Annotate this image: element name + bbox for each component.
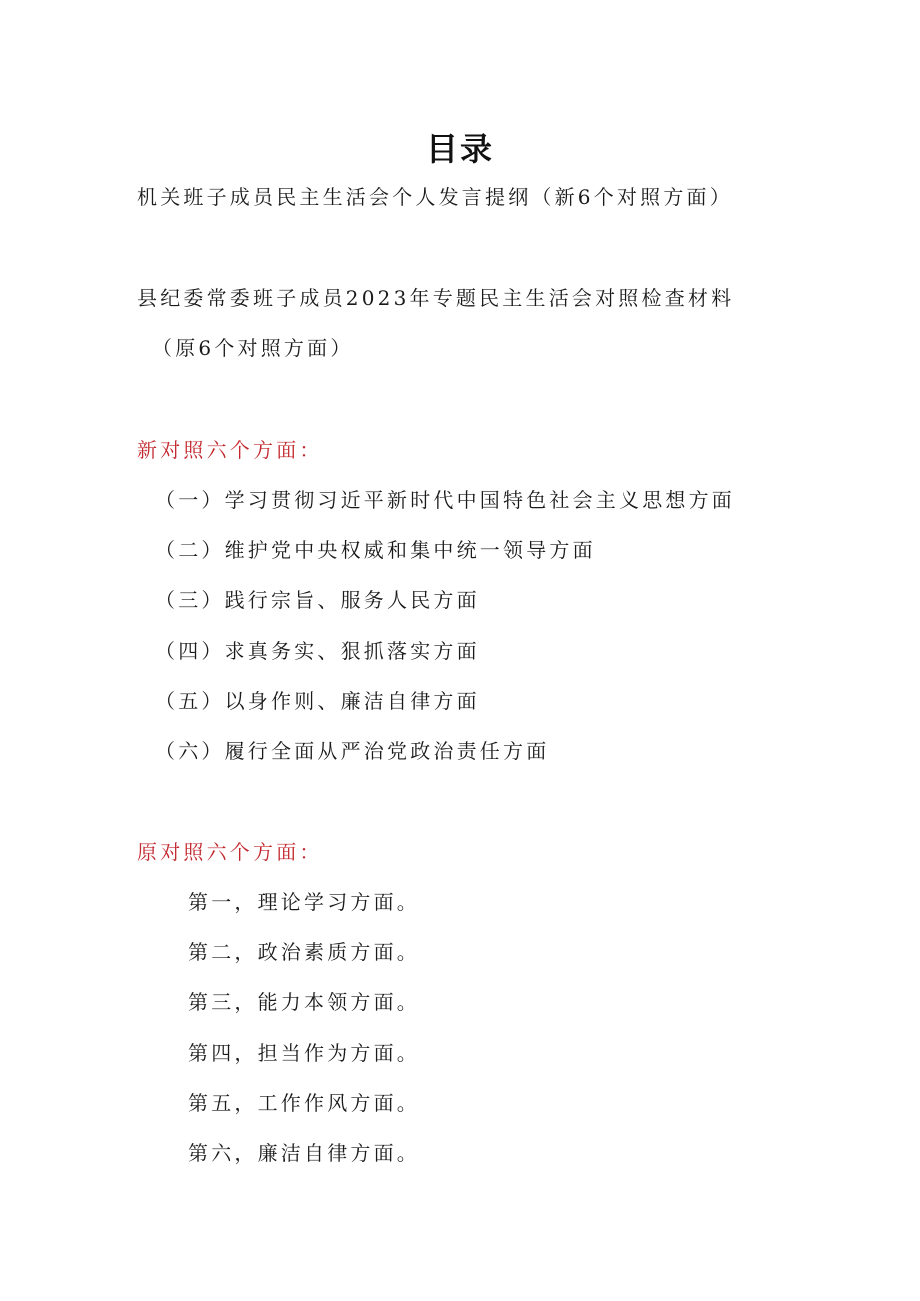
old-aspects-heading: 原对照六个方面：: [137, 840, 323, 864]
list-item: （五）以身作则、廉洁自律方面: [155, 688, 480, 713]
list-item: 第三，能力本领方面。: [188, 990, 420, 1015]
list-item: （三）践行宗旨、服务人民方面: [155, 588, 480, 613]
list-item: 第五，工作作风方面。: [188, 1090, 420, 1115]
toc-entry-speech-outline[interactable]: 机关班子成员民主生活会个人发言提纲（新6个对照方面）: [137, 185, 733, 209]
list-item: （四）求真务实、狠抓落实方面: [155, 638, 480, 663]
new-aspects-heading: 新对照六个方面：: [137, 438, 323, 462]
list-item: （二）维护党中央权威和集中统一领导方面: [155, 538, 596, 563]
list-item: 第六，廉洁自律方面。: [188, 1140, 420, 1165]
list-item: 第四，担当作为方面。: [188, 1040, 420, 1065]
list-item: （六）履行全面从严治党政治责任方面: [155, 738, 550, 763]
list-item: 第二，政治素质方面。: [188, 940, 420, 965]
list-item: 第一，理论学习方面。: [188, 890, 420, 914]
toc-entry-check-material-subtitle: （原6个对照方面）: [152, 336, 354, 360]
toc-entry-check-material[interactable]: 县纪委常委班子成员2023年专题民主生活会对照检查材料: [137, 286, 735, 310]
list-item: （一）学习贯彻习近平新时代中国特色社会主义思想方面: [155, 488, 735, 512]
new-aspects-list: [155, 486, 735, 787]
page-title: 目录: [425, 130, 494, 168]
old-aspects-list: [188, 888, 420, 1189]
